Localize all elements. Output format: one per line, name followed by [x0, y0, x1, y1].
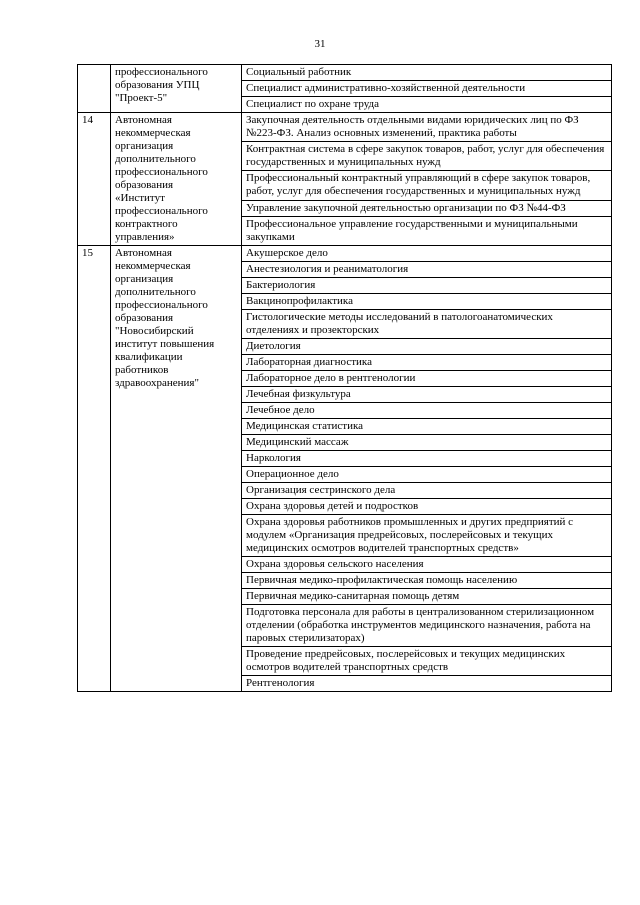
- course-name: Вакцинопрофилактика: [242, 294, 612, 310]
- row-number: 14: [78, 113, 111, 246]
- row-number: [78, 65, 111, 113]
- course-name: Организация сестринского дела: [242, 483, 612, 499]
- course-name: Первичная медико-санитарная помощь детям: [242, 589, 612, 605]
- organization-name: профессионального образования УПЦ "Проект-5": [111, 65, 242, 113]
- course-name: Охрана здоровья работников промышленных и других предприятий с модулем «Организация предрейсовых, послерейсовых и текущих медицинских осмотров водителей транспортных средств»: [242, 515, 612, 557]
- course-name: Охрана здоровья сельского населения: [242, 557, 612, 573]
- page-number: 31: [314, 38, 326, 50]
- course-name: Медицинский массаж: [242, 435, 612, 451]
- course-name: Акушерское дело: [242, 246, 612, 262]
- course-name: Контрактная система в сфере закупок товаров, работ, услуг для обеспечения государственных и муниципальных нужд: [242, 142, 612, 171]
- course-name: Специалист административно-хозяйственной деятельности: [242, 81, 612, 97]
- course-name: Подготовка персонала для работы в централизованном стерилизационном отделении (обработка инструментов медицинского назначения, работа на паровых стерилизаторах): [242, 605, 612, 647]
- table-row: [78, 246, 612, 262]
- course-name: Операционное дело: [242, 467, 612, 483]
- course-name: Управление закупочной деятельностью организации по ФЗ №44-ФЗ: [242, 200, 612, 216]
- organization-name: Автономная некоммерческая организация дополнительного профессионального образования «Институт профессионального контрактного управления»: [111, 113, 242, 246]
- course-name: Профессиональное управление государственными и муниципальными закупками: [242, 216, 612, 245]
- table-row: [78, 113, 612, 142]
- organization-name: Автономная некоммерческая организация дополнительного профессионального образования "Новосибирский институт повышения квалификации работников здравоохранения": [111, 246, 242, 692]
- course-name: Наркология: [242, 451, 612, 467]
- course-name: Рентгенология: [242, 676, 612, 692]
- course-name: Профессиональный контрактный управляющий в сфере закупок товаров, работ, услуг для обеспечения государственных и муниципальных нужд: [242, 171, 612, 200]
- organizations-table: [77, 64, 612, 692]
- course-name: Первичная медико-профилактическая помощь населению: [242, 573, 612, 589]
- course-name: Лечебное дело: [242, 403, 612, 419]
- course-name: Лабораторное дело в рентгенологии: [242, 371, 612, 387]
- course-name: Диетология: [242, 339, 612, 355]
- course-name: Проведение предрейсовых, послерейсовых и текущих медицинских осмотров водителей транспортных средств: [242, 647, 612, 676]
- row-number: 15: [78, 246, 111, 692]
- course-name: Социальный работник: [242, 65, 612, 81]
- course-name: Лабораторная диагностика: [242, 355, 612, 371]
- course-name: Гистологические методы исследований в патологоанатомических отделениях и прозекторских: [242, 310, 612, 339]
- course-name: Медицинская статистика: [242, 419, 612, 435]
- course-name: Бактериология: [242, 278, 612, 294]
- table-body: [78, 65, 612, 692]
- course-name: Закупочная деятельность отдельными видами юридических лиц по ФЗ №223-ФЗ. Анализ основных изменений, практика работы: [242, 113, 612, 142]
- course-name: Охрана здоровья детей и подростков: [242, 499, 612, 515]
- course-name: Специалист по охране труда: [242, 97, 612, 113]
- course-name: Анестезиология и реаниматология: [242, 262, 612, 278]
- course-name: Лечебная физкультура: [242, 387, 612, 403]
- table-row: [78, 65, 612, 81]
